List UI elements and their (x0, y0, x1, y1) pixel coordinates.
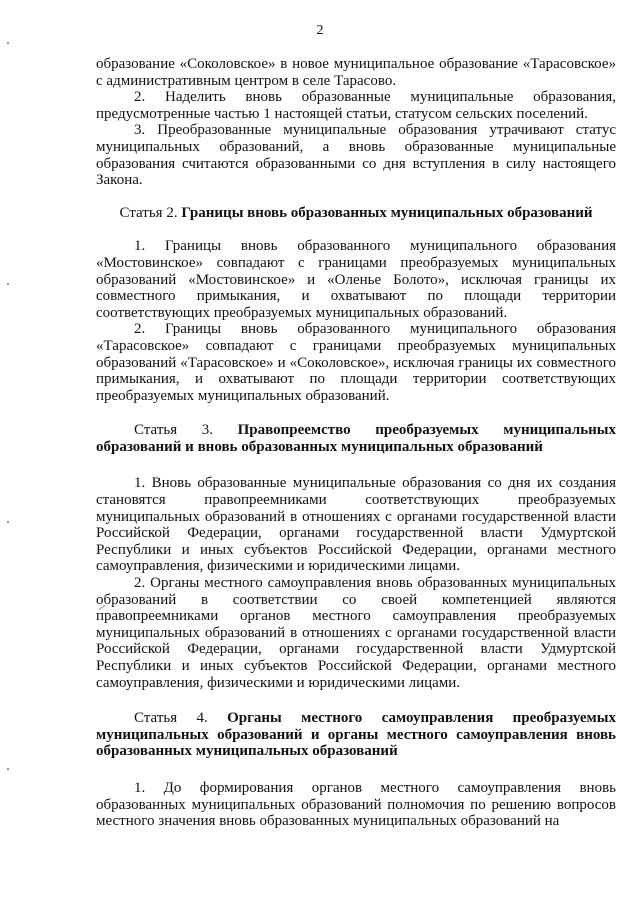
article-title: Границы вновь образованных муниципальных образований (181, 204, 593, 221)
paragraph: 1. Границы вновь образованного муниципального образования «Мостовинское» совпадают с границами преобразуемых муниципальных образований «Мостовинское» и «Оленье Болото», исключая границы их совместного примыкания, и охватывают по площади территории соответствующих преобразуемых муниципальных образований. (96, 238, 616, 321)
article-title: Правопреемство преобразуемых муниципальных образований и вновь образованных муниципальных образований (96, 422, 616, 455)
article-3-heading (96, 422, 616, 455)
paragraph: 2. Границы вновь образованного муниципального образования «Тарасовское» совпадают с границами преобразуемых муниципальных образований «Тарасовское» и «Соколовское», исключая границы их совместного примыкания, и охватывают по площади территории соответствующих преобразуемых муниципальных образований. (96, 321, 616, 404)
paragraph: 1. Вновь образованные муниципальные образования со дня их создания становятся правопреемниками соответствующих преобразуемых муниципальных образований в отношениях с органами государственной власти Российской Федерации, органами государственной власти Удмуртской Республики и иных субъектов Российской Федерации, органами местного самоуправления, физическими и юридическими лицами. (96, 475, 616, 575)
paragraph: 3. Преобразованные муниципальные образования утрачивают статус муниципальных образований, а вновь образованные муниципальные образования считаются образованными со дня вступления в силу настоящего Закона. (96, 122, 616, 189)
scan-dot (7, 768, 9, 770)
article-title: Органы местного самоуправления преобразуемых муниципальных образований и органы местного самоуправления вновь образованных муниципальных образований (96, 710, 616, 760)
page-number: 2 (316, 23, 324, 38)
scan-dot (7, 521, 9, 523)
paragraph: 2. Органы местного самоуправления вновь образованных муниципальных образований в соответствии со своей компетенцией являются правопреемниками органов местного самоуправления преобразуемых муниципальных образований в отношениях с органами государственной власти Российской Федерации, органами государственной власти Удмуртской Республики и иных субъектов Российской Федерации, органами местного самоуправления, физическими и юридическими лицами. (96, 575, 616, 691)
scan-dot (7, 283, 9, 285)
paragraph: 1. До формирования органов местного самоуправления вновь образованных муниципальных образований полномочия по решению вопросов местного значения вновь образованных муниципальных образований на (96, 779, 616, 830)
article-4-heading (96, 710, 616, 760)
article-2-heading (96, 205, 616, 222)
paragraph-continuation: образование «Соколовское» в новое муниципальное образование «Тарасовское» с административным центром в селе Тарасово. (96, 56, 616, 89)
article-number: Статья 2. (119, 204, 182, 221)
document-body (96, 56, 616, 830)
article-number: Статья 3. (134, 422, 238, 439)
article-number: Статья 4. (134, 710, 228, 727)
scan-dot (7, 42, 9, 44)
paragraph: 2. Наделить вновь образованные муниципальные образования, предусмотренные частью 1 настоящей статьи, статусом сельских поселений. (96, 89, 616, 122)
